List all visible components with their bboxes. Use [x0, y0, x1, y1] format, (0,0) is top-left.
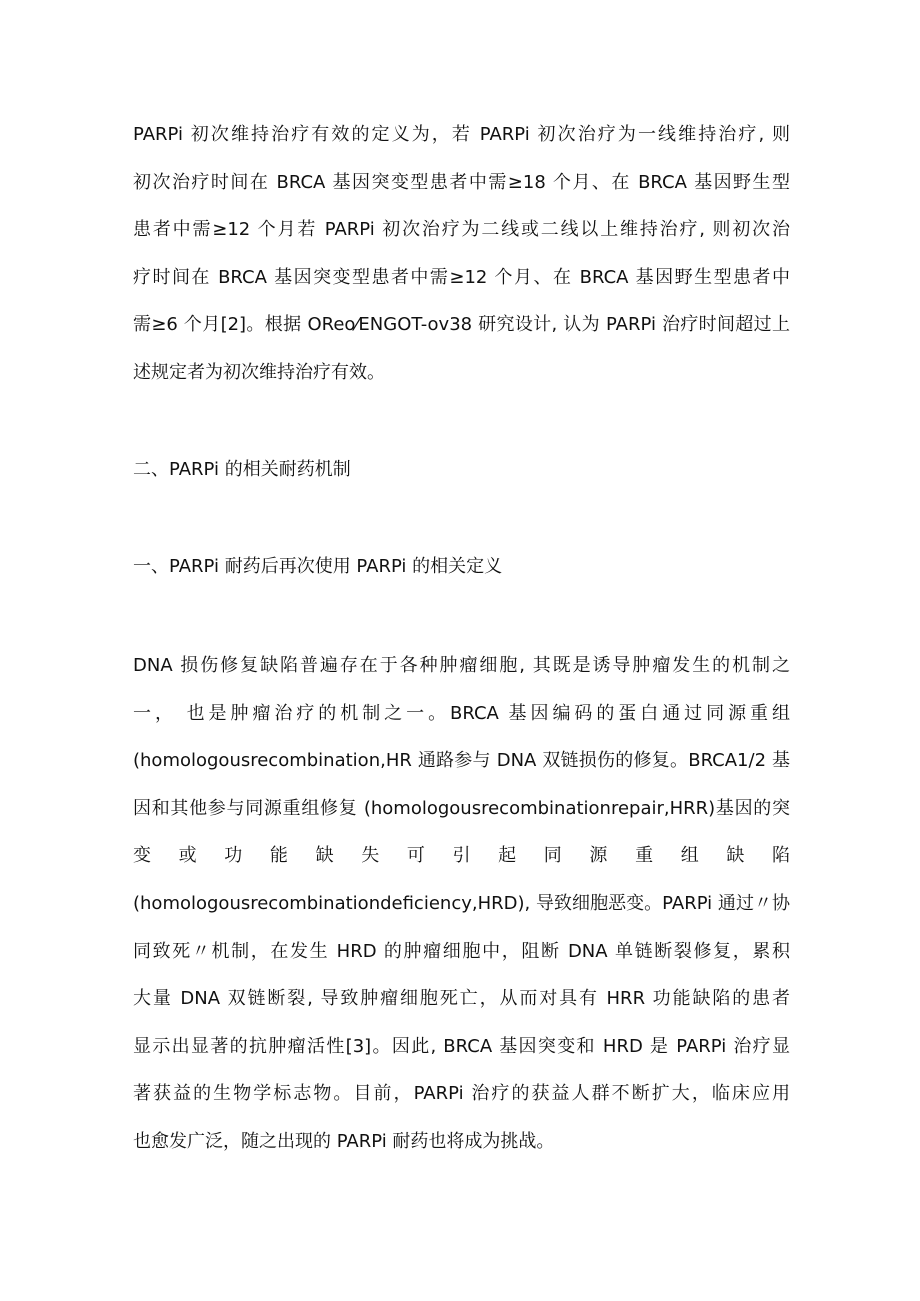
paragraph-line: DNA 损伤修复缺陷普遍存在于各种肿瘤细胞, 其既是诱导肿瘤发生的机制之 — [133, 655, 790, 676]
paragraph-line: PARPi 初次维持治疗有效的定义为，若 PARPi 初次治疗为一线维持治疗, 则 — [133, 124, 790, 145]
paragraph-line: (homologousrecombinationdeficiency,HRD), 导致细胞恶变。PARPi 通过〃协 — [133, 892, 790, 914]
paragraph-line: 同致死〃机制，在发生 HRD 的肿瘤细胞中，阻断 DNA 单链断裂修复，累积 — [133, 940, 790, 962]
paragraph-line: 因和其他参与同源重组修复 (homologousrecombinationrepair,HRR)基因的突 — [133, 797, 790, 819]
section-heading-resistance-mechanism: 二、PARPi 的相关耐药机制 — [133, 459, 351, 480]
paragraph-line: 显示出显著的抗肿瘤活性[3]。因此, BRCA 基因突变和 HRD 是 PARPi 治疗显 — [133, 1035, 790, 1057]
paragraph-line: 初次治疗时间在 BRCA 基因突变型患者中需≥18 个月、在 BRCA 基因野生型 — [133, 171, 790, 193]
paragraph-line: 患者中需≥12 个月若 PARPi 初次治疗为二线或二线以上维持治疗, 则初次治 — [133, 219, 790, 241]
paragraph-line: 著获益的生物学标志物。目前，PARPi 治疗的获益人群不断扩大，临床应用 — [133, 1083, 790, 1105]
paragraph-line: 变 或 功 能 缺 失 可 引 起 同 源 重 组 缺 陷 — [133, 845, 790, 867]
paragraph-dna-repair — [133, 642, 790, 1166]
paragraph-line: 一， 也是肿瘤治疗的机制之一。BRCA 基因编码的蛋白通过同源重组 — [133, 702, 790, 724]
paragraph-line: 疗时间在 BRCA 基因突变型患者中需≥12 个月、在 BRCA 基因野生型患者中 — [133, 266, 790, 288]
paragraph-line: 需≥6 个月[2]。根据 OReo⁄ENGOT-ov38 研究设计, 认为 PARPi 治疗时间超过上 — [133, 314, 790, 336]
section-heading-reuse-definition: 一、PARPi 耐药后再次使用 PARPi 的相关定义 — [133, 556, 503, 577]
paragraph-line: 也愈发广泛，随之出现的 PARPi 耐药也将成为挑战。 — [133, 1130, 555, 1152]
paragraph-line: (homologousrecombination,HR 通路参与 DNA 双链损伤的修复。BRCA1/2 基 — [133, 750, 790, 772]
paragraph-line: 大量 DNA 双链断裂, 导致肿瘤细胞死亡，从而对具有 HRR 功能缺陷的患者 — [133, 988, 790, 1010]
paragraph-parpi-definition — [133, 111, 790, 397]
paragraph-line: 述规定者为初次维持治疗有效。 — [133, 361, 385, 383]
